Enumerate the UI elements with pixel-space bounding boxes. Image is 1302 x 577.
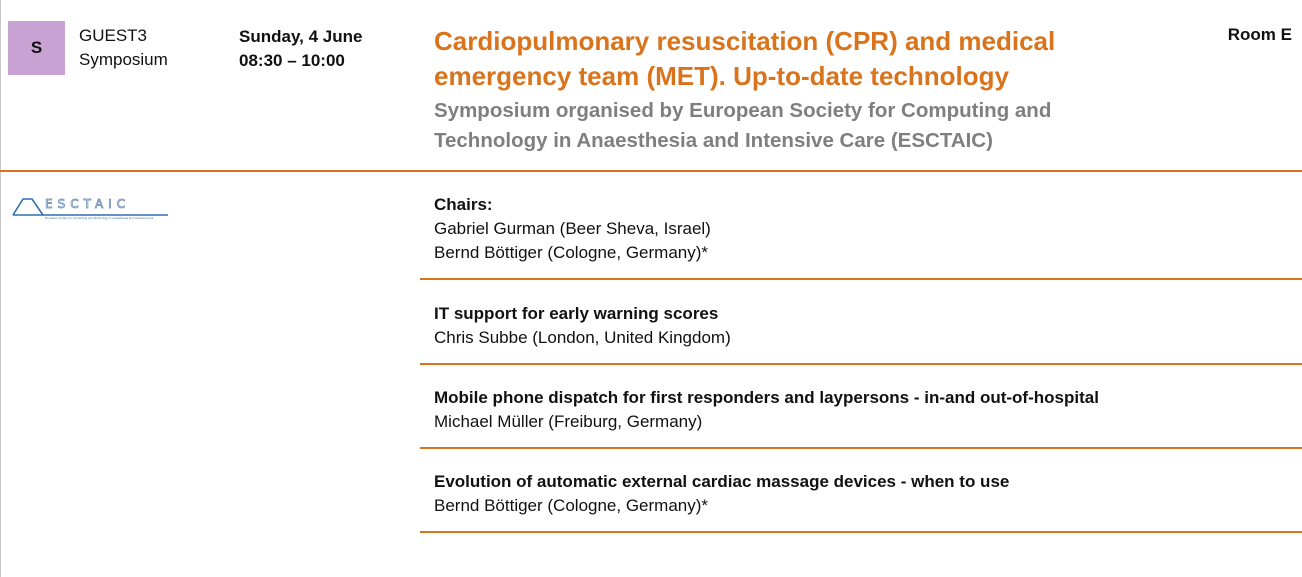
chair-name: Gabriel Gurman (Beer Sheva, Israel) — [434, 219, 711, 238]
talk-speaker: Michael Müller (Freiburg, Germany) — [434, 412, 703, 431]
session-time: 08:30 – 10:00 — [239, 51, 345, 70]
talk-item — [434, 386, 1099, 434]
session-type: Symposium — [79, 50, 168, 69]
talk-speaker: Bernd Böttiger (Cologne, Germany)* — [434, 496, 709, 515]
talk-title: Evolution of automatic external cardiac massage devices - when to use — [434, 472, 1010, 491]
room-label: Room E — [1227, 25, 1292, 44]
talk-item — [434, 470, 1009, 518]
session-title — [434, 24, 1134, 94]
talk-speaker: Chris Subbe (London, United Kingdom) — [434, 328, 731, 347]
talk-title: Mobile phone dispatch for first responders and laypersons - in-and out-of-hospital — [434, 388, 1099, 407]
badge-letter: S — [30, 38, 43, 57]
left-border — [0, 0, 1, 577]
talk-title: IT support for early warning scores — [434, 304, 719, 323]
session-subtitle — [434, 96, 1134, 156]
session-datetime — [239, 25, 362, 73]
item-divider — [420, 447, 1302, 449]
item-divider — [420, 531, 1302, 533]
item-divider — [420, 363, 1302, 365]
logo-wordmark: ESCTAIC — [45, 197, 131, 211]
item-divider — [420, 278, 1302, 280]
session-type-badge — [8, 21, 65, 75]
esctaic-logo — [12, 193, 170, 221]
talk-item — [434, 302, 731, 350]
session-code-block — [79, 24, 168, 72]
session-title-line1: Cardiopulmonary resuscitation (CPR) and medical — [434, 26, 1056, 56]
chairs-heading: Chairs: — [434, 195, 493, 214]
chair-name: Bernd Böttiger (Cologne, Germany)* — [434, 243, 709, 262]
session-subtitle-line1: Symposium organised by European Society for Computing and — [434, 99, 1052, 122]
logo-tagline: European Society for Computing and Technology in Anaesthesia and Intensive Care — [45, 217, 154, 220]
session-code: GUEST3 — [79, 26, 148, 45]
session-title-line2: emergency team (MET). Up-to-date technology — [434, 61, 1009, 91]
session-subtitle-line2: Technology in Anaesthesia and Intensive Care (ESCTAIC) — [434, 129, 993, 152]
header-divider — [0, 170, 1302, 172]
session-day: Sunday, 4 June — [239, 27, 363, 46]
esctaic-logo-graphic — [12, 193, 170, 221]
chairs-block — [434, 193, 711, 265]
